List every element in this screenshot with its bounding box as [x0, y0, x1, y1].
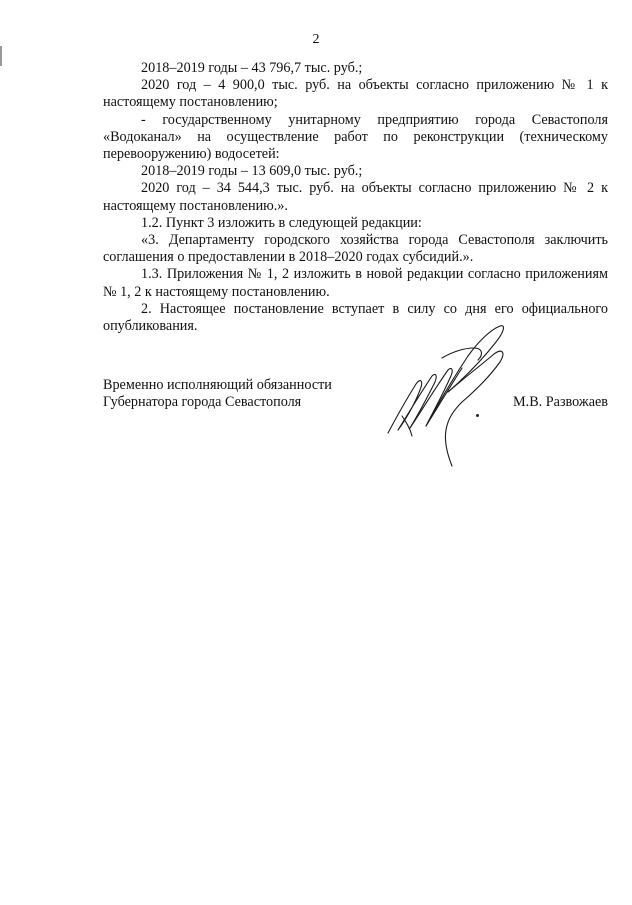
handwritten-signature [382, 318, 532, 468]
signature-block [103, 377, 608, 411]
paragraph-item-2: 2. Настоящее постановление вступает в силу со дня его официального опубликования. [103, 300, 608, 335]
paragraph-item-1-2: 1.2. Пункт 3 изложить в следующей редакции: [141, 214, 422, 231]
paragraph-item-1-3: 1.3. Приложения № 1, 2 изложить в новой редакции согласно приложениям № 1, 2 к настоящему постановлению. [103, 266, 608, 300]
signatory-title-line-1: Временно исполняющий обязанности [103, 377, 332, 393]
scan-edge-mark [0, 46, 2, 66]
signatory-name: М.В. Развожаев [513, 394, 608, 410]
signature-dot [476, 414, 479, 417]
document-body [103, 60, 608, 335]
paragraph-vodokanal: - государственному унитарному предприятию города Севастополя «Водоканал» на осуществление работ по реконструкции (техническому перевооружению) водосетей: [103, 111, 608, 163]
signatory-title-line-2: Губернатора города Севастополя [103, 394, 302, 411]
paragraph-amount-2020-second: 2020 год – 34 544,3 тыс. руб. на объекты согласно приложению № 2 к настоящему постановлению.». [103, 180, 608, 214]
page-number: 2 [312, 32, 320, 47]
paragraph-amount-2018-2019-second: 2018–2019 годы – 13 609,0 тыс. руб.; [141, 163, 363, 180]
paragraph-item-3-text: «3. Департаменту городского хозяйства города Севастополя заключить соглашения о предоставлении в 2018–2020 годах субсидий.». [103, 232, 608, 266]
paragraph-amount-2018-2019-first: 2018–2019 годы – 43 796,7 тыс. руб.; [141, 60, 363, 76]
paragraph-amount-2020-first: 2020 год – 4 900,0 тыс. руб. на объекты согласно приложению № 1 к настоящему постановлению; [103, 77, 608, 111]
